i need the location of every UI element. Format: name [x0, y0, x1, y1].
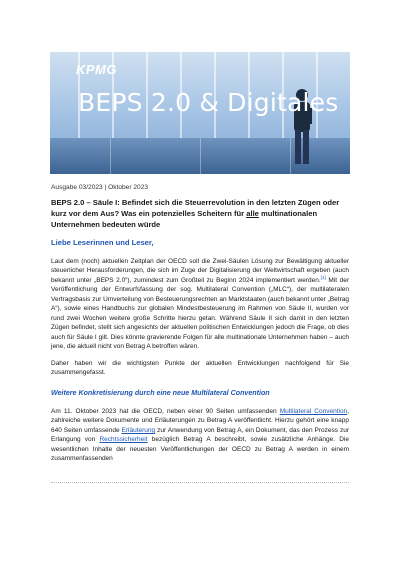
body-text: Am 11. Oktober 2023 hat die OECD, neben einer 90 Seiten umfassenden: [51, 408, 280, 415]
body-text: zur Anwendung von Betrag A, ein Dokument, das den Prozess zur Erlangung von: [51, 426, 349, 444]
headline-text: BEPS 2.0 – Säule I: Befindet sich die Steuerrevolution in den letzten Zügen oder kurz vor dem Aus? Was ein potenzielles Scheitern für: [51, 198, 340, 218]
edition-line: Ausgabe 03/2023 | Oktober 2023: [51, 184, 149, 191]
headline: [51, 197, 349, 230]
summary-paragraph: Daher haben wir die wichtigsten Punkte der aktuellen Entwicklungen nachfolgend für Sie zusammengefasst.: [51, 360, 349, 377]
intro-text: Laut dem (noch) aktuellen Zeitplan der OECD soll die Zwei-Säulen Lösung zur Bewältigung aktueller steuerlicher Herausforderungen, die sich im Zuge der Digitalisierung der Weltwirtschaft ergeben (auch bekannt unter „BEPS 2.0“), zumindest zum Großteil zu Beginn 2024 implementiert werden.: [51, 258, 349, 284]
page-divider: [51, 482, 349, 483]
body-paragraph: [51, 407, 349, 464]
headline-text-end: multinationalen Unternehmen bedeuten würde: [51, 209, 318, 229]
greeting: Liebe Leserinnen und Leser,: [51, 238, 154, 247]
intro-paragraph: [51, 257, 349, 352]
intro-text-cont: Mit der Veröffentlichung der Entwurfsfassung der sog. Multilateral Convention („MLC“), der multilateralen Vertragsbasis zur Umverteilung von Besteuerungsrechten an Marktstaaten (auch bekannt unter „Betrag A“), sowie eines Handbuchs zur globalen Mindestbesteuerung im Rahmen von Säule II, wurden vor rund zwei Wochen weitere große Schritte hierzu getan. Während Säule II sich damit in den letzten Zügen befindet, stellt sich angesichts der aktuellen politischen Entwicklungen jedoch die Frage, ob dies auch für Säule I gilt. Dies könnte gravierende Folgen für alle multinationale Unternehmen haben – auch jene, die aktuell nicht von Betrag A betroffen wären.: [51, 276, 349, 351]
body-text: bezüglich Betrag A beschreibt, sowie zusätzliche Anhänge. Die wesentlichen Inhalte der neuesten Veröffentlichungen der OECD zu Betrag A werden in einem zusammenfassenden: [51, 436, 349, 463]
multilateral-convention-link[interactable]: Multilateral Convention: [279, 408, 348, 415]
floor-line: [110, 138, 111, 174]
hero-title: BEPS 2.0 & Digitales: [78, 88, 339, 117]
erlaeuterung-link[interactable]: Erläuterung: [121, 426, 156, 434]
rechtssicherheit-link[interactable]: Rechtssicherheit: [99, 436, 148, 444]
kpmg-logo: KPMG: [76, 62, 117, 77]
floor-line: [200, 138, 201, 174]
section-title: Weitere Konkretisierung durch eine neue Multilateral Convention: [51, 389, 270, 397]
headline-emphasis: alle: [246, 209, 259, 218]
footnote-link[interactable]: [1]: [320, 274, 326, 280]
body-text: , zahlreiche weitere Dokumente und Erläuterungen zu Betrag A veröffentlicht. Hierzu gehört eine knapp 640 Seiten umfassende: [51, 408, 349, 434]
